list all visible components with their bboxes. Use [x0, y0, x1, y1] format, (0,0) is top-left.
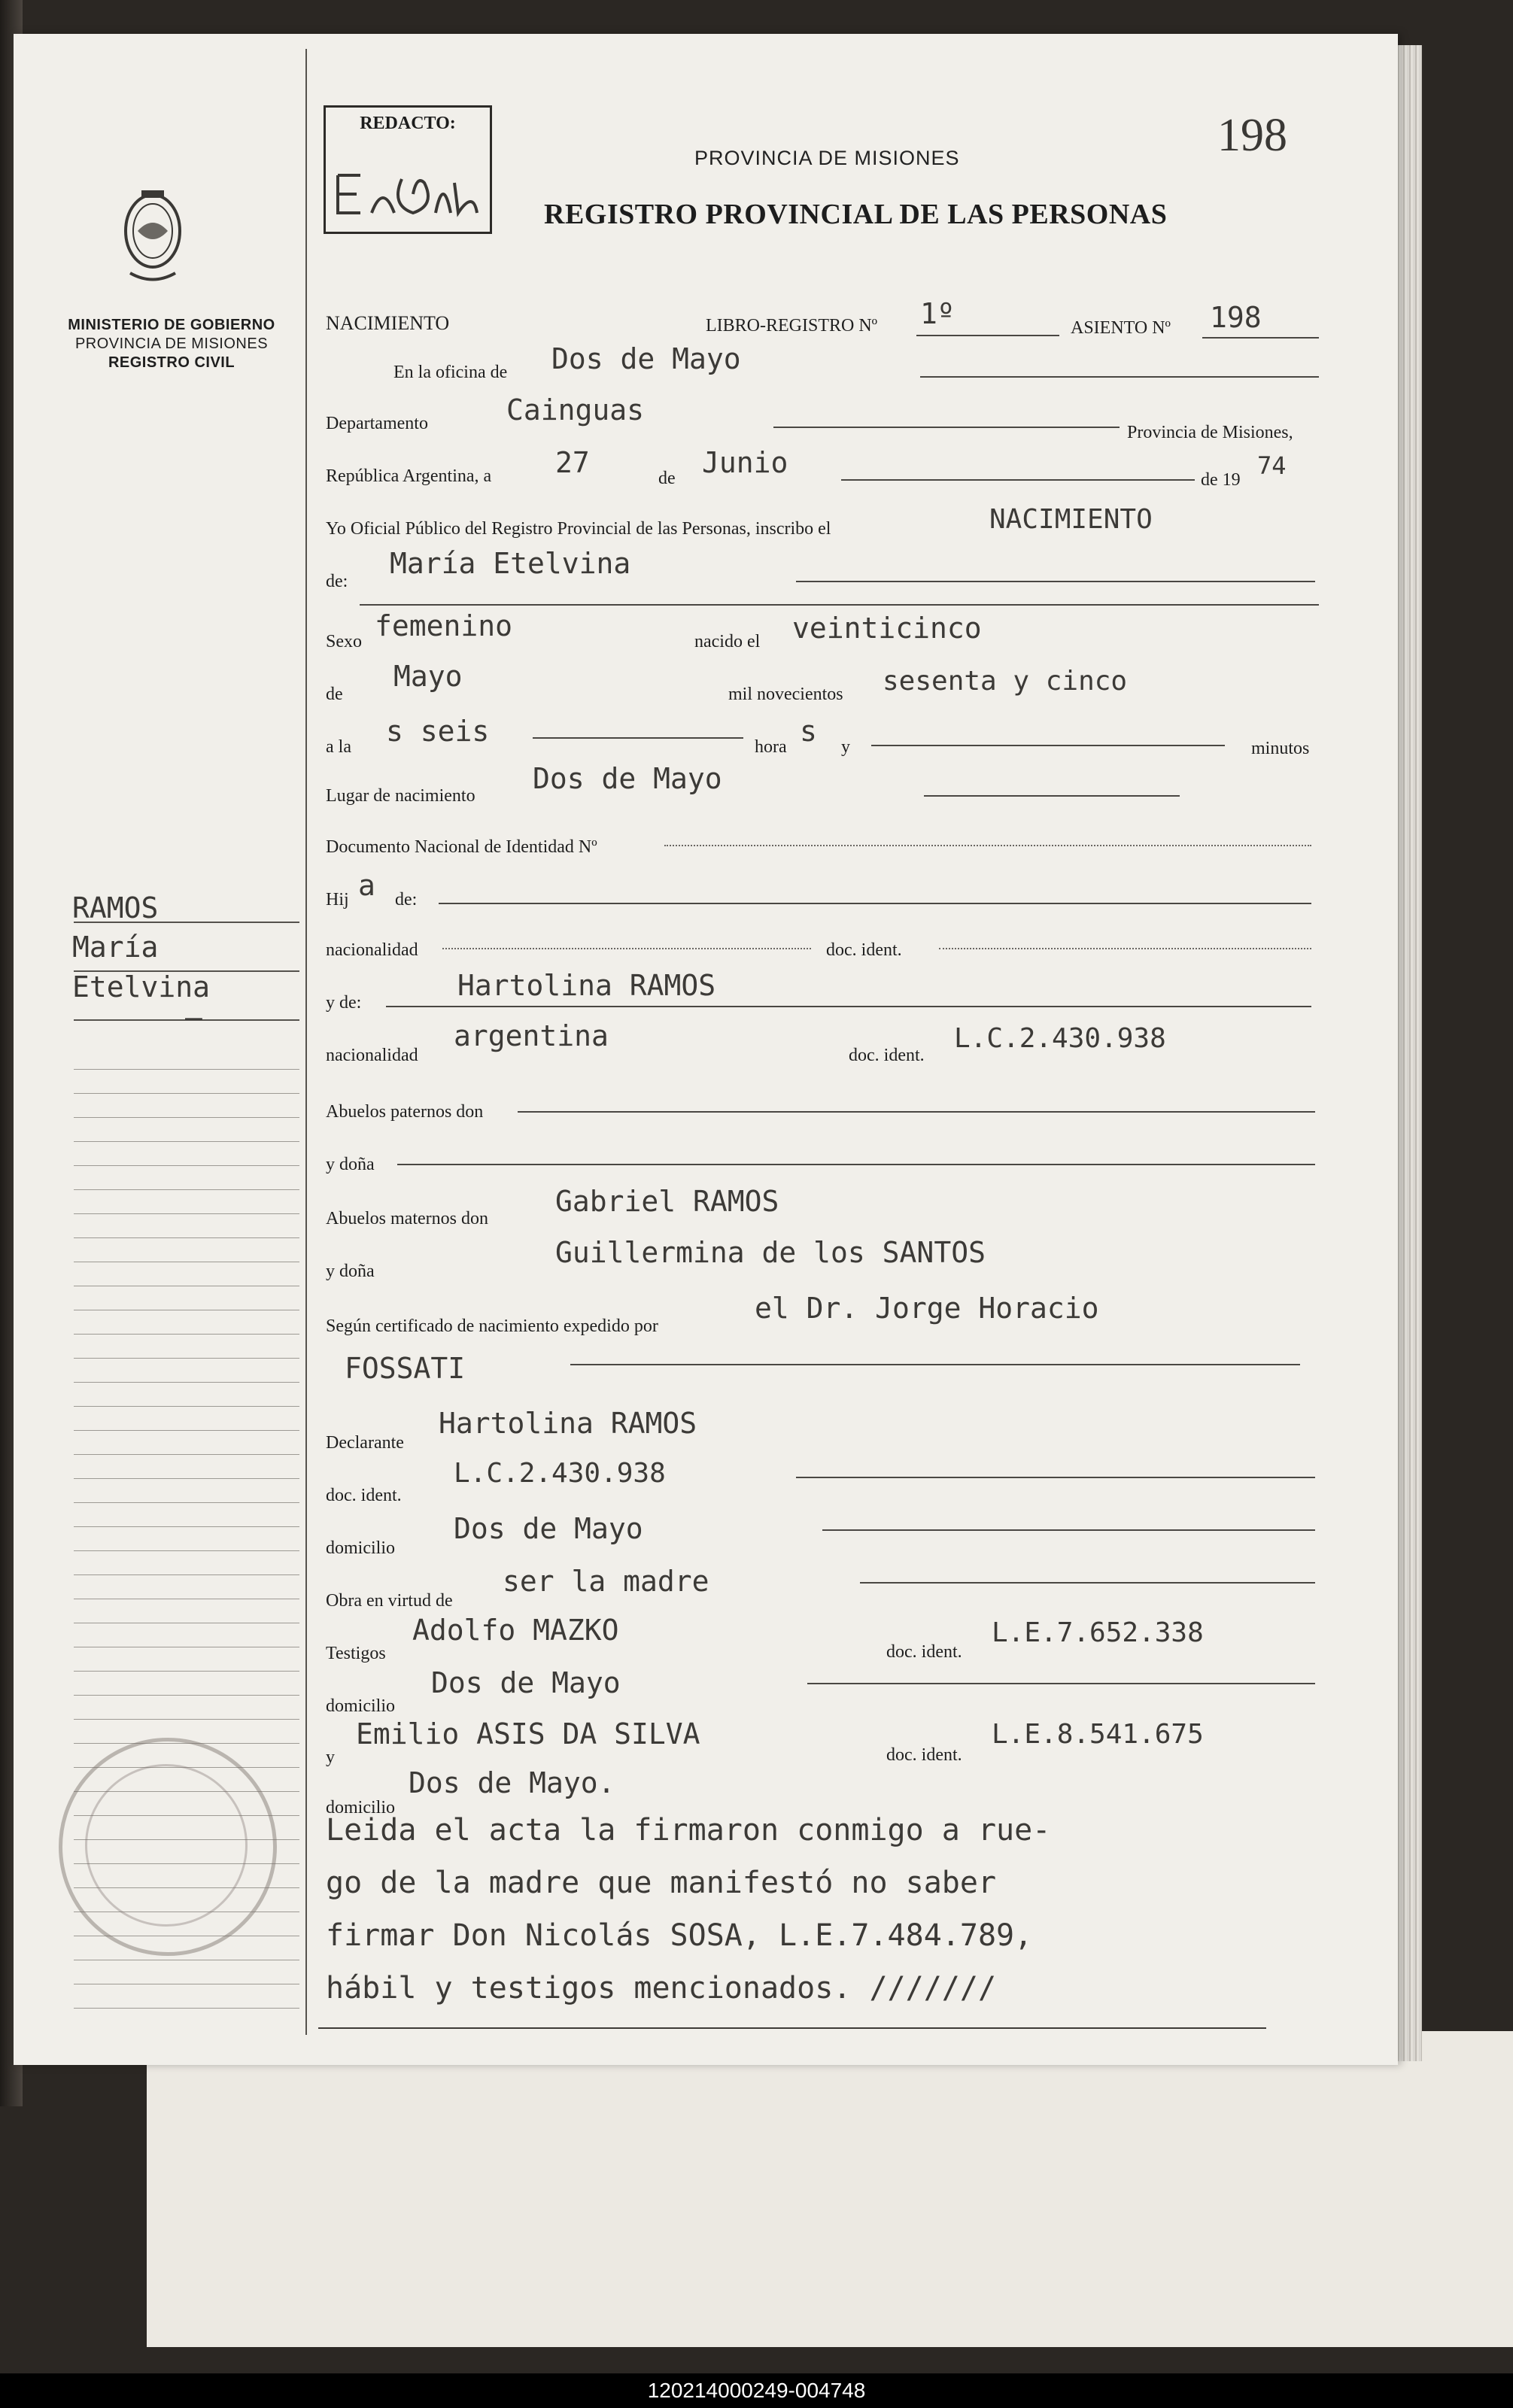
- ministry-header: [44, 316, 299, 372]
- lugar-label: Lugar de nacimiento: [326, 786, 475, 806]
- y-label: y: [841, 737, 850, 757]
- declarante-value: Hartolina RAMOS: [439, 1407, 697, 1440]
- departamento-value: Cainguas: [506, 393, 645, 427]
- testigo1-domicilio: Dos de Mayo: [431, 1666, 621, 1699]
- doc-madre-value: L.C.2.430.938: [954, 1023, 1166, 1054]
- asiento-label: ASIENTO Nº: [1071, 318, 1171, 338]
- obra-label: Obra en virtud de: [326, 1591, 453, 1611]
- nota-line-1: Leida el acta la firmaron conmigo a rue-: [326, 1813, 1051, 1848]
- nacido-label: nacido el: [694, 632, 761, 651]
- signature-icon: [330, 160, 485, 224]
- certificado-value-2: FOSSATI: [345, 1352, 466, 1385]
- y2-label: y: [326, 1748, 335, 1767]
- oficina-underline: [920, 376, 1319, 378]
- lugar-value: Dos de Mayo: [533, 762, 722, 795]
- declarante-label: Declarante: [326, 1433, 404, 1453]
- provincia-suffix: Provincia de Misiones,: [1127, 423, 1293, 442]
- doc-ident-line: [939, 948, 1311, 949]
- anio-value: 74: [1257, 451, 1287, 480]
- mes-underline: [841, 479, 1195, 481]
- domicilio2-label: domicilio: [326, 1696, 395, 1716]
- margin-given-name: María: [72, 931, 159, 964]
- sexo-label: Sexo: [326, 632, 362, 651]
- nacionalidad-madre-value: argentina: [454, 1019, 609, 1052]
- nombre-underline-2: [360, 604, 1319, 606]
- page-bottom-rule: [318, 2027, 1266, 2029]
- hij-label: Hij: [326, 890, 349, 909]
- coat-of-arms-icon: [119, 184, 187, 290]
- dia-value: 27: [555, 446, 590, 479]
- registry-heading: REGISTRO PROVINCIAL DE LAS PERSONAS: [544, 199, 1168, 230]
- nombre-value: María Etelvina: [390, 547, 631, 580]
- y-dona-label: y doña: [326, 1155, 375, 1174]
- doc-ident-label: doc. ident.: [826, 940, 902, 960]
- nota-line-3: firmar Don Nicolás SOSA, L.E.7.484.789,: [326, 1918, 1033, 1953]
- abuelos-paternos-label: Abuelos paternos don: [326, 1102, 484, 1122]
- mes-value: Junio: [702, 446, 788, 479]
- nacido-value: veinticinco: [792, 612, 982, 645]
- hora-value: s seis: [386, 715, 490, 748]
- y-de-label: y de:: [326, 993, 362, 1013]
- republica-label: República Argentina, a: [326, 466, 492, 486]
- hora-mark: s: [800, 715, 817, 748]
- asiento-value: 198: [1210, 301, 1262, 334]
- testigo2-doc: L.E.8.541.675: [992, 1719, 1204, 1750]
- redacto-box: [324, 105, 492, 234]
- domicilio3-label: domicilio: [326, 1798, 395, 1817]
- nacimiento-label: NACIMIENTO: [326, 312, 450, 334]
- minutos-underline: [871, 745, 1225, 746]
- province-line: PROVINCIA DE MISIONES: [74, 336, 269, 352]
- abuelo-materno-value: Gabriel RAMOS: [555, 1185, 779, 1218]
- oficina-value: Dos de Mayo: [551, 342, 741, 375]
- image-caption-bar: [0, 2373, 1513, 2408]
- departamento-label: Departamento: [326, 414, 428, 433]
- nacionalidad2-label: nacionalidad: [326, 1046, 418, 1065]
- de-mes-label: de: [326, 685, 343, 704]
- domicilio-underline: [822, 1529, 1315, 1531]
- redacto-label: REDACTO:: [360, 114, 456, 133]
- yo-oficial-label: Yo Oficial Público del Registro Provincial de las Personas, inscribo el: [326, 519, 831, 539]
- page-number: 198: [1217, 110, 1287, 161]
- ala-label: a la: [326, 737, 351, 757]
- libro-underline: [916, 335, 1059, 336]
- hora-label: hora: [755, 737, 787, 757]
- departamento-underline: [773, 427, 1120, 428]
- sexo-value: femenino: [375, 609, 513, 642]
- ministry-line: MINISTERIO DE GOBIERNO: [68, 317, 275, 333]
- testigo2-domicilio: Dos de Mayo.: [409, 1766, 615, 1799]
- minutos-label: minutos: [1251, 739, 1310, 758]
- nombre-underline: [796, 581, 1315, 582]
- doc-ident2-label: doc. ident.: [849, 1046, 925, 1065]
- nacionalidad-label: nacionalidad: [326, 940, 418, 960]
- de-label: de: [658, 469, 676, 488]
- doc-declarante-underline: [796, 1477, 1315, 1478]
- image-identifier: 120214000249-004748: [647, 2379, 866, 2402]
- libro-label: LIBRO-REGISTRO Nº: [706, 316, 878, 336]
- margin-dash: —: [185, 1001, 202, 1034]
- domicilio-value: Dos de Mayo: [454, 1512, 643, 1545]
- y-dona2-label: y doña: [326, 1262, 375, 1281]
- certificado-value: el Dr. Jorge Horacio: [755, 1292, 1099, 1325]
- anio-nac-value: sesenta y cinco: [883, 666, 1128, 697]
- documento-line: [664, 845, 1311, 846]
- doc-declarante-value: L.C.2.430.938: [454, 1458, 666, 1489]
- testigo1-domicilio-underline: [807, 1683, 1315, 1684]
- hij-value: a: [358, 869, 375, 902]
- madre-underline: [386, 1006, 1311, 1007]
- madre-value: Hartolina RAMOS: [457, 969, 716, 1002]
- margin-column: [14, 34, 305, 2065]
- hij-de-label: de:: [395, 890, 418, 909]
- register-page: [14, 34, 1398, 2065]
- hora-underline: [533, 737, 743, 739]
- nota-line-2: go de la madre que manifestó no saber: [326, 1866, 997, 1900]
- abuela-paterna-underline: [397, 1164, 1315, 1165]
- abuelos-maternos-label: Abuelos maternos don: [326, 1209, 488, 1228]
- province-heading: PROVINCIA DE MISIONES: [694, 147, 960, 169]
- mil-label: mil novecientos: [728, 685, 843, 704]
- round-stamp: [59, 1738, 277, 1956]
- abuela-materna-value: Guillermina de los SANTOS: [555, 1236, 986, 1269]
- doc-ident4-label: doc. ident.: [886, 1642, 962, 1662]
- de-nombre-label: de:: [326, 572, 348, 591]
- libro-value: 1º: [920, 297, 955, 330]
- obra-value: ser la madre: [503, 1565, 709, 1598]
- margin-divider: [305, 49, 307, 2035]
- testigo1-doc: L.E.7.652.338: [992, 1617, 1204, 1648]
- oficina-label: En la oficina de: [393, 363, 508, 382]
- certificado-underline: [570, 1364, 1300, 1365]
- doc-ident5-label: doc. ident.: [886, 1745, 962, 1765]
- lugar-underline: [924, 795, 1180, 797]
- nacionalidad-line: [442, 948, 811, 949]
- padre-underline: [439, 903, 1311, 904]
- nota-line-4: hábil y testigos mencionados. ///////: [326, 1971, 997, 2006]
- domicilio-label: domicilio: [326, 1538, 395, 1558]
- testigo1-value: Adolfo MAZKO: [412, 1614, 619, 1647]
- stamp-inner-ring: [85, 1764, 248, 1927]
- anio-prefix: de 19: [1201, 470, 1241, 490]
- documento-label: Documento Nacional de Identidad Nº: [326, 837, 597, 857]
- asiento-underline: [1202, 337, 1319, 339]
- registry-line: REGISTRO CIVIL: [108, 354, 235, 371]
- obra-underline: [860, 1582, 1315, 1584]
- margin-middle-name: Etelvina: [72, 970, 211, 1004]
- abuelos-paternos-underline: [518, 1111, 1315, 1113]
- doc-ident3-label: doc. ident.: [326, 1486, 402, 1505]
- underlying-sheet: [147, 2031, 1513, 2347]
- testigos-label: Testigos: [326, 1644, 386, 1663]
- inscribo-value: NACIMIENTO: [989, 504, 1153, 535]
- certificado-label: Según certificado de nacimiento expedido por: [326, 1316, 658, 1336]
- testigo2-value: Emilio ASIS DA SILVA: [356, 1717, 700, 1751]
- margin-surname: RAMOS: [72, 891, 159, 925]
- mes-nac-value: Mayo: [393, 660, 463, 693]
